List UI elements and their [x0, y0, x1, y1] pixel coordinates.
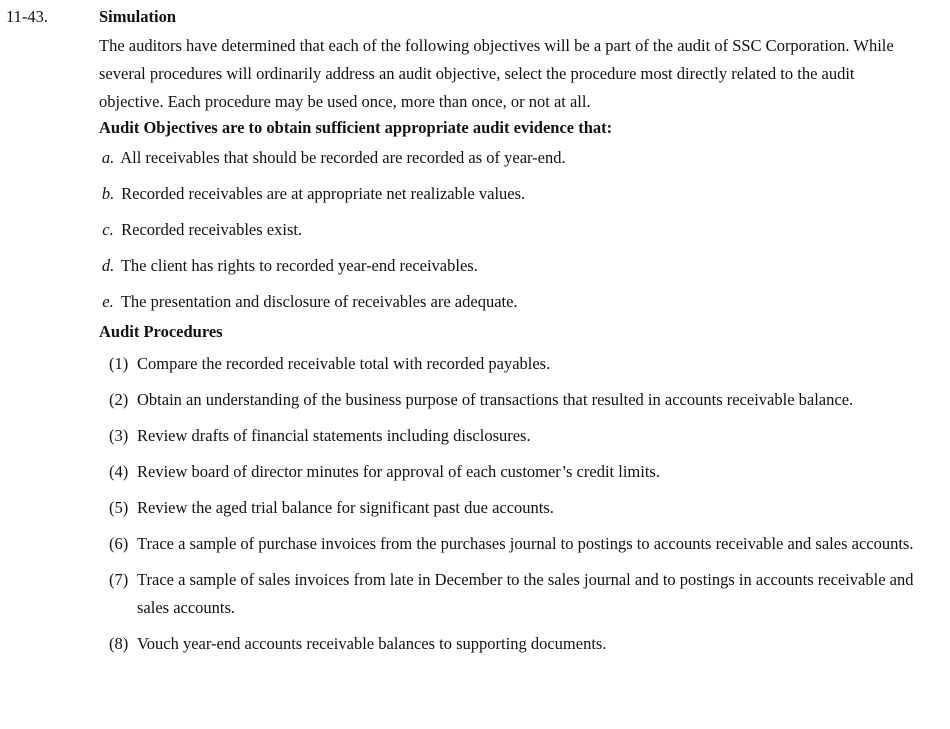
objective-item — [99, 146, 919, 170]
procedure-text: Review board of director minutes for approval of each customer’s credit limits. — [137, 462, 660, 481]
procedure-text: Vouch year-end accounts receivable balances to supporting documents. — [137, 634, 607, 653]
objective-letter: d. — [101, 256, 115, 275]
procedure-text: Review the aged trial balance for significant past due accounts. — [137, 498, 554, 517]
objective-item — [99, 290, 919, 314]
objective-text: Recorded receivables exist. — [121, 220, 303, 239]
procedure-item — [99, 566, 919, 622]
procedure-text: Trace a sample of purchase invoices from the purchases journal to postings to accounts receivable and sales accounts. — [137, 534, 914, 553]
objective-letter: e. — [102, 292, 114, 311]
procedures-list — [99, 350, 919, 658]
objectives-list — [99, 146, 919, 314]
objective-text: Recorded receivables are at appropriate net realizable values. — [121, 184, 526, 203]
objective-item — [99, 182, 919, 206]
procedure-text: Obtain an understanding of the business purpose of transactions that resulted in accounts receivable balance. — [137, 390, 854, 409]
objective-letter: c. — [102, 220, 114, 239]
objective-text: The presentation and disclosure of receivables are adequate. — [120, 292, 518, 311]
objective-letter: b. — [101, 184, 115, 203]
procedure-number: (5) — [109, 498, 129, 517]
procedure-item — [99, 386, 919, 414]
procedure-item — [99, 422, 919, 450]
problem-intro: The auditors have determined that each of the following objectives will be a part of the audit of SSC Corporation. While several procedures will ordinarily address an audit objective, select the procedure most directly related to the audit objective. Each procedure may be used once, more than once, or not at all. — [99, 36, 894, 111]
procedure-item — [99, 530, 919, 558]
procedure-number: (3) — [109, 426, 129, 445]
procedure-number: (8) — [109, 634, 129, 653]
procedure-item — [99, 458, 919, 486]
procedures-heading: Audit Procedures — [99, 322, 223, 341]
procedure-item — [99, 350, 919, 378]
procedure-number: (4) — [109, 462, 129, 481]
procedure-item — [99, 630, 919, 658]
problem-title: Simulation — [99, 7, 177, 26]
objective-letter: a. — [101, 148, 115, 167]
problem-number: 11-43. — [6, 7, 49, 26]
objective-item — [99, 218, 919, 242]
procedure-text: Trace a sample of sales invoices from late in December to the sales journal and to postings in accounts receivable and sales accounts. — [137, 570, 914, 617]
procedure-number: (2) — [109, 390, 129, 409]
objectives-heading: Audit Objectives are to obtain sufficient appropriate audit evidence that: — [99, 118, 613, 137]
procedure-number: (6) — [109, 534, 129, 553]
procedure-number: (7) — [109, 570, 129, 589]
procedure-number: (1) — [109, 354, 129, 373]
problem-content — [99, 7, 919, 666]
objective-text: The client has rights to recorded year-end receivables. — [120, 256, 478, 275]
procedure-item — [99, 494, 919, 522]
objective-text: All receivables that should be recorded are recorded as of year-end. — [120, 148, 566, 167]
procedure-text: Compare the recorded receivable total with recorded payables. — [137, 354, 551, 373]
procedure-text: Review drafts of financial statements including disclosures. — [137, 426, 531, 445]
objective-item — [99, 254, 919, 278]
